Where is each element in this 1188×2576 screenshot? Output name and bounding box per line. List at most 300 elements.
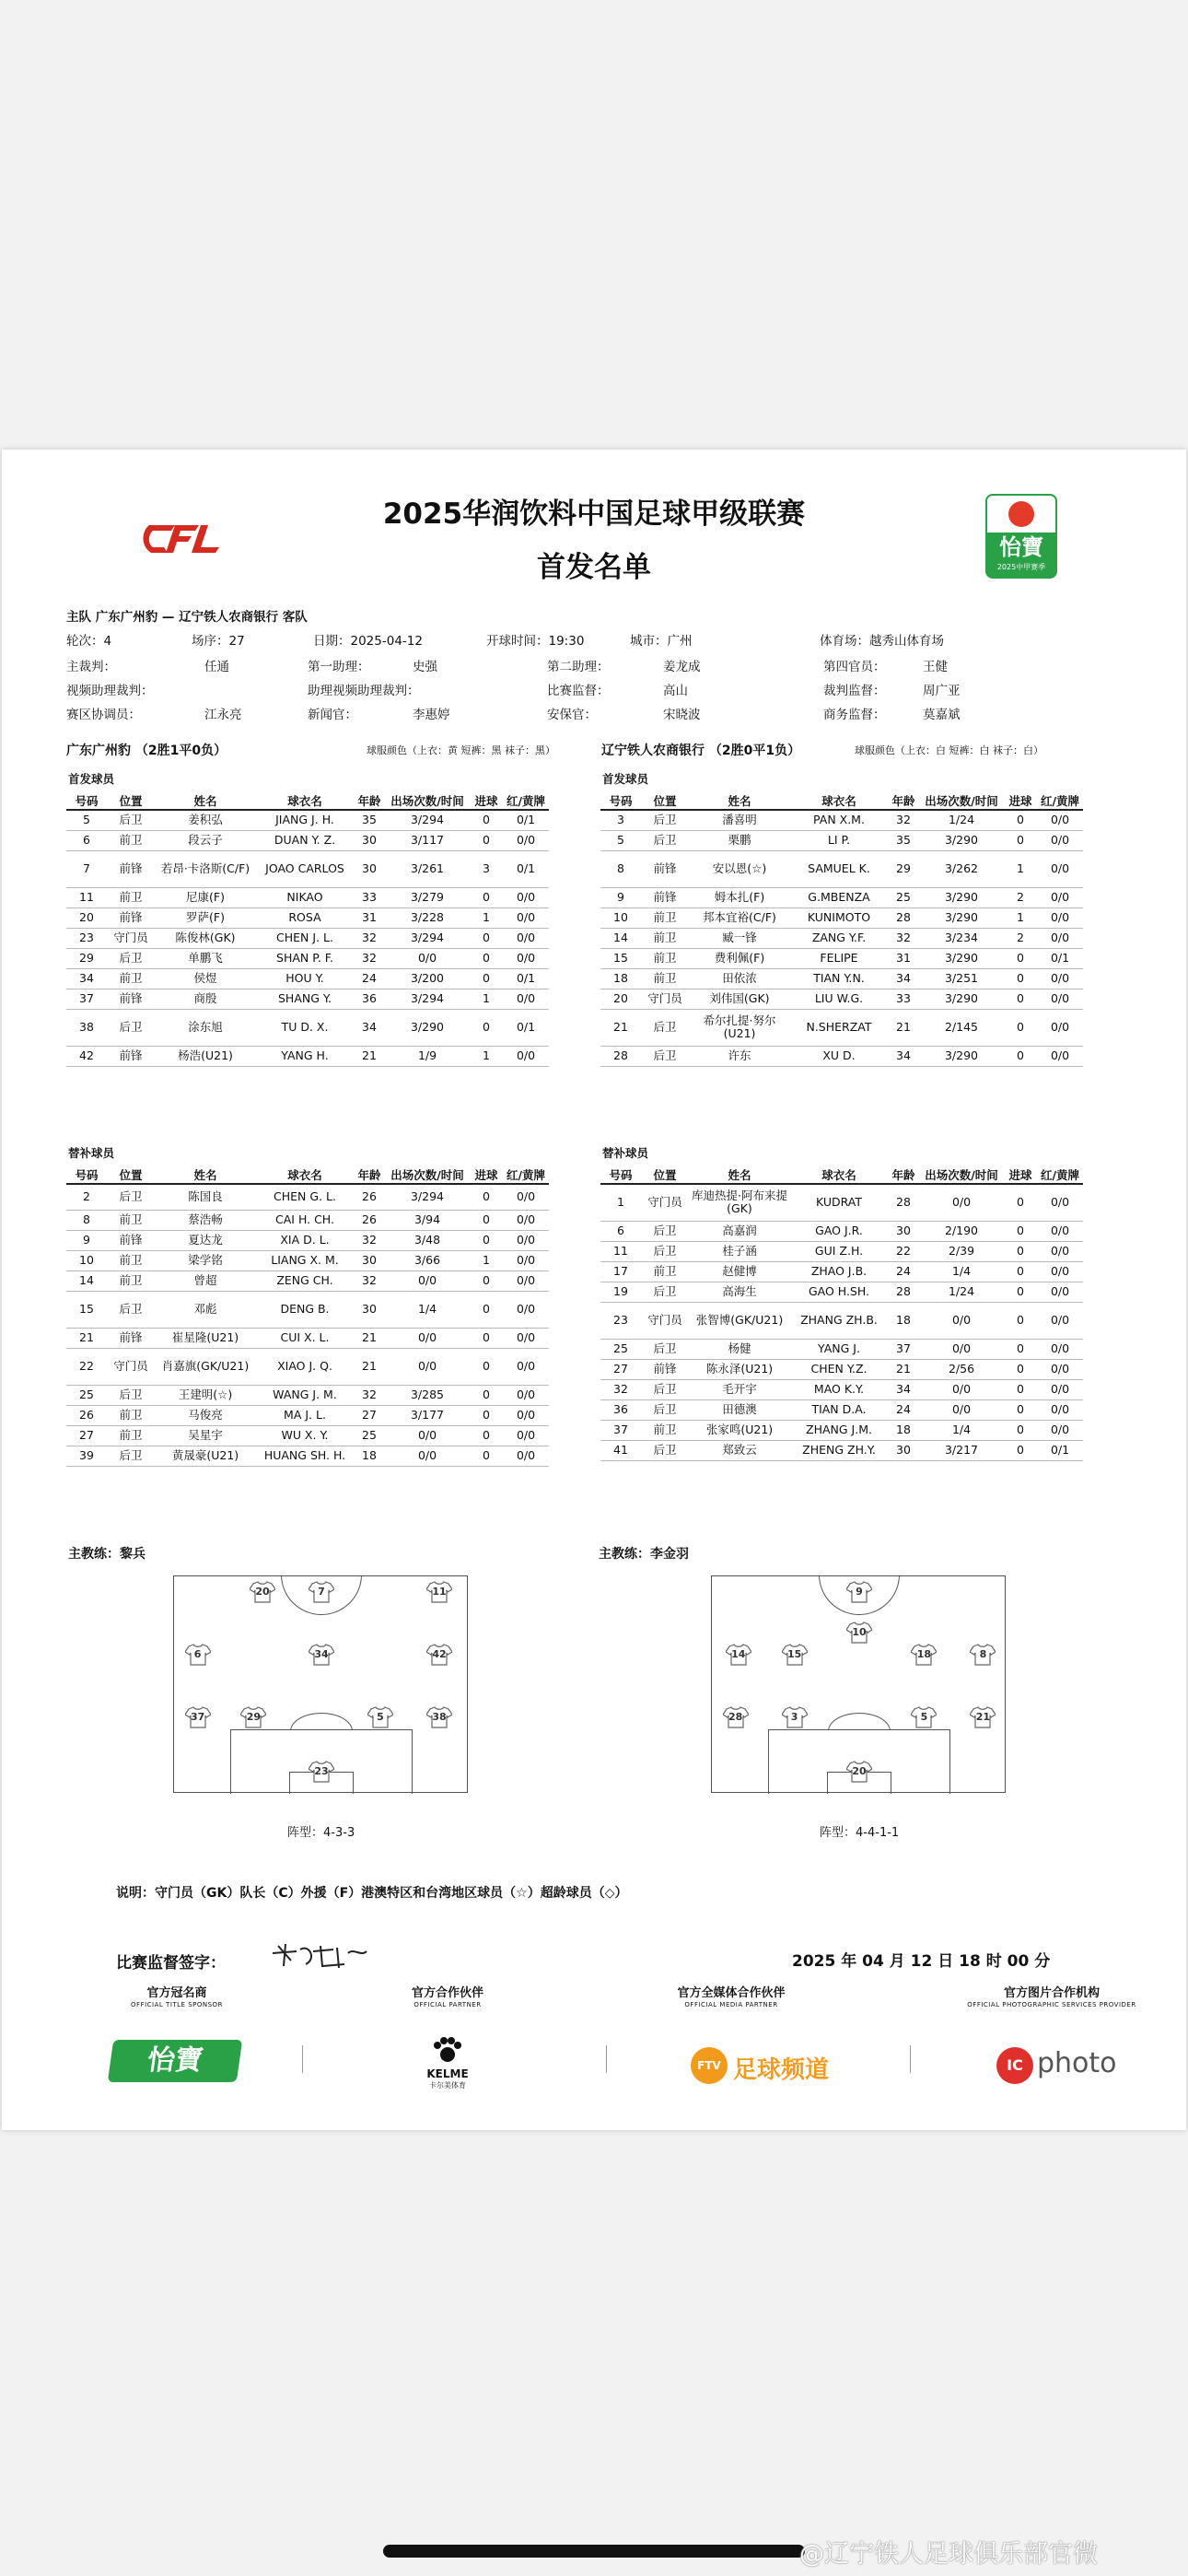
table-row xyxy=(600,1184,1083,1221)
table-cell: DENG B. xyxy=(256,1291,354,1328)
table-cell: 25 xyxy=(354,1425,385,1446)
column-header: 位置 xyxy=(107,1166,155,1184)
table-cell: XIA D. L. xyxy=(256,1230,354,1250)
player-jersey-icon xyxy=(846,1622,872,1644)
table-cell: 0 xyxy=(1004,1302,1037,1339)
table-cell: 0/1 xyxy=(503,968,549,989)
kelme-paw-icon xyxy=(429,2036,466,2064)
official-label: 视频助理裁判： xyxy=(66,684,154,698)
table-cell: 0 xyxy=(1004,1046,1037,1066)
table-cell: 0/0 xyxy=(1037,989,1083,1009)
table-cell: 许东 xyxy=(689,1046,790,1066)
table-cell: 0 xyxy=(1004,1359,1037,1379)
jersey-number: 20 xyxy=(852,1765,867,1778)
table-cell: 0/0 xyxy=(503,1405,549,1425)
official-label: 第四官员： xyxy=(823,660,886,674)
table-cell: 21 xyxy=(66,1328,107,1348)
table-cell: 后卫 xyxy=(641,830,689,850)
table-cell: 前卫 xyxy=(641,968,689,989)
jersey-number: 23 xyxy=(314,1765,329,1778)
table-cell: 0/0 xyxy=(1037,1282,1083,1302)
match-no-info: 场序：27 xyxy=(192,634,245,649)
stadium-info: 体育场：越秀山体育场 xyxy=(820,634,944,649)
table-cell: 田依浓 xyxy=(689,968,790,989)
table-cell: 0/0 xyxy=(503,1291,549,1328)
home-pitch xyxy=(173,1575,468,1793)
table-cell: 0 xyxy=(1004,1379,1037,1399)
column-header: 号码 xyxy=(66,792,107,810)
away-kit-colors: 球服颜色（上衣：白 短裤：白 袜子：白） xyxy=(855,744,1043,756)
table-cell: 24 xyxy=(354,968,385,989)
table-row xyxy=(600,1379,1083,1399)
table-cell: 33 xyxy=(354,887,385,907)
table-cell: 1 xyxy=(1004,850,1037,887)
column-header: 年龄 xyxy=(888,1166,919,1184)
table-cell: 31 xyxy=(888,948,919,968)
table-cell: 罗萨(F) xyxy=(155,907,256,928)
table-cell: 侯煜 xyxy=(155,968,256,989)
table-cell: 3/262 xyxy=(919,850,1004,887)
player-jersey-icon xyxy=(240,1706,266,1728)
table-row xyxy=(600,887,1083,907)
table-cell: 崔星隆(U21) xyxy=(155,1328,256,1348)
official-label: 第一助理： xyxy=(308,660,370,674)
official-label: 主裁判： xyxy=(66,660,116,674)
table-cell: 0 xyxy=(470,1328,503,1348)
table-cell: 0/0 xyxy=(503,1250,549,1270)
table-row xyxy=(600,1339,1083,1359)
table-cell: 0 xyxy=(470,1210,503,1230)
player-jersey-icon xyxy=(185,1706,211,1728)
table-cell: 1 xyxy=(1004,907,1037,928)
table-cell: XU D. xyxy=(790,1046,888,1066)
table-cell: 安以恩(☆) xyxy=(689,850,790,887)
table-cell: 0/0 xyxy=(1037,1302,1083,1339)
table-cell: 29 xyxy=(888,850,919,887)
table-cell: 23 xyxy=(66,928,107,948)
home-indicator[interactable] xyxy=(383,2545,805,2558)
table-row xyxy=(600,830,1083,850)
table-cell: 0/0 xyxy=(1037,1359,1083,1379)
table-cell: 21 xyxy=(354,1328,385,1348)
table-cell: 0/0 xyxy=(503,1385,549,1405)
table-cell: 桂子涵 xyxy=(689,1241,790,1261)
table-row xyxy=(600,1420,1083,1440)
table-cell: 19 xyxy=(600,1282,641,1302)
table-cell: 15 xyxy=(66,1291,107,1328)
table-cell: WU X. Y. xyxy=(256,1425,354,1446)
table-row xyxy=(600,1221,1083,1241)
table-cell: 1/4 xyxy=(919,1420,1004,1440)
table-cell: 0 xyxy=(1004,1282,1037,1302)
player-jersey-icon xyxy=(846,1761,872,1783)
table-cell: 36 xyxy=(600,1399,641,1420)
table-cell: 32 xyxy=(354,1270,385,1291)
table-cell: 3/177 xyxy=(385,1405,470,1425)
lineup-sheet xyxy=(2,450,1186,2130)
table-cell: ZHAO J.B. xyxy=(790,1261,888,1282)
player-jersey-icon xyxy=(309,1581,334,1603)
table-cell: 32 xyxy=(888,810,919,830)
jersey-number: 29 xyxy=(246,1711,262,1724)
table-cell: 3/285 xyxy=(385,1385,470,1405)
table-cell: 32 xyxy=(600,1379,641,1399)
table-cell: 2 xyxy=(66,1184,107,1210)
table-cell: 前锋 xyxy=(107,1046,155,1066)
official-name: 李惠婷 xyxy=(413,708,450,722)
table-cell: 3/66 xyxy=(385,1250,470,1270)
table-cell: 9 xyxy=(600,887,641,907)
table-cell: 3/117 xyxy=(385,830,470,850)
table-cell: 18 xyxy=(888,1302,919,1339)
table-cell: MAO K.Y. xyxy=(790,1379,888,1399)
jersey-number: 15 xyxy=(786,1647,802,1660)
table-cell: 0 xyxy=(470,1425,503,1446)
table-cell: 3 xyxy=(470,850,503,887)
round-info: 轮次：4 xyxy=(66,634,112,649)
table-cell: 32 xyxy=(354,928,385,948)
table-cell: 后卫 xyxy=(107,1385,155,1405)
official-label: 新闻官： xyxy=(308,708,357,722)
table-cell: 若昂·卡洛斯(C/F) xyxy=(155,850,256,887)
table-row xyxy=(66,1446,549,1466)
table-cell: 前卫 xyxy=(107,1250,155,1270)
table-cell: 0 xyxy=(470,1009,503,1046)
table-cell: 28 xyxy=(888,1282,919,1302)
jersey-number: 28 xyxy=(728,1711,743,1724)
table-cell: 梁学铭 xyxy=(155,1250,256,1270)
official-name: 王健 xyxy=(923,660,948,674)
jersey-number: 38 xyxy=(432,1711,447,1724)
table-cell: 0/1 xyxy=(503,810,549,830)
table-cell: 后卫 xyxy=(641,1399,689,1420)
ic-photo-brand: photo xyxy=(1037,2047,1117,2079)
table-cell: 30 xyxy=(888,1440,919,1460)
table-cell: 1/24 xyxy=(919,1282,1004,1302)
away-coach: 主教练：李金羽 xyxy=(599,1547,689,1562)
table-cell: 31 xyxy=(354,907,385,928)
table-cell: 29 xyxy=(66,948,107,968)
column-header: 位置 xyxy=(641,792,689,810)
table-cell: 刘伟国(GK) xyxy=(689,989,790,1009)
table-cell: 0/0 xyxy=(503,1328,549,1348)
table-cell: 0/0 xyxy=(385,948,470,968)
table-cell: TU D. X. xyxy=(256,1009,354,1046)
table-cell: 0/0 xyxy=(503,887,549,907)
table-cell: SHANG Y. xyxy=(256,989,354,1009)
table-row xyxy=(66,1425,549,1446)
player-jersey-icon xyxy=(970,1644,996,1666)
table-row xyxy=(600,1440,1083,1460)
table-cell: 臧一锋 xyxy=(689,928,790,948)
player-jersey-icon xyxy=(723,1706,749,1728)
table-cell: 28 xyxy=(600,1046,641,1066)
table-cell: ZHENG ZH.Y. xyxy=(790,1440,888,1460)
table-row xyxy=(600,968,1083,989)
table-cell: 1/4 xyxy=(919,1261,1004,1282)
table-cell: SHAN P. F. xyxy=(256,948,354,968)
table-cell: 17 xyxy=(600,1261,641,1282)
table-cell: 3/261 xyxy=(385,850,470,887)
player-jersey-icon xyxy=(911,1706,937,1728)
table-cell: 0 xyxy=(1004,1420,1037,1440)
jersey-number: 42 xyxy=(432,1647,447,1660)
table-cell: 0 xyxy=(470,948,503,968)
away-subs-table xyxy=(600,1166,1083,1461)
table-cell: 前卫 xyxy=(641,1420,689,1440)
column-header: 进球 xyxy=(470,792,503,810)
table-cell: 25 xyxy=(888,887,919,907)
table-cell: 0 xyxy=(470,1230,503,1250)
table-cell: FELIPE xyxy=(790,948,888,968)
table-cell: 1 xyxy=(470,1046,503,1066)
official-name: 江永亮 xyxy=(204,708,242,722)
table-cell: 后卫 xyxy=(107,1009,155,1046)
table-cell: 守门员 xyxy=(107,928,155,948)
table-cell: 0 xyxy=(470,1405,503,1425)
table-cell: 5 xyxy=(600,830,641,850)
table-cell: 9 xyxy=(66,1230,107,1250)
table-cell: 张智博(GK/U21) xyxy=(689,1302,790,1339)
table-cell: 前锋 xyxy=(641,1359,689,1379)
table-row xyxy=(66,948,549,968)
table-row xyxy=(66,810,549,830)
table-cell: 35 xyxy=(354,810,385,830)
table-row xyxy=(66,1230,549,1250)
table-cell: 2 xyxy=(1004,928,1037,948)
table-cell: 后卫 xyxy=(641,1241,689,1261)
jersey-number: 5 xyxy=(377,1711,384,1724)
table-cell: 0/0 xyxy=(1037,1241,1083,1261)
table-cell: MA J. L. xyxy=(256,1405,354,1425)
table-cell: 前卫 xyxy=(107,968,155,989)
table-cell: 0/0 xyxy=(385,1446,470,1466)
sponsor-title: 官方冠名商 xyxy=(146,1986,207,2000)
table-cell: 0/0 xyxy=(503,928,549,948)
sponsor-title: 官方全媒体合作伙伴 xyxy=(677,1986,786,2000)
jersey-number: 10 xyxy=(852,1626,867,1639)
table-cell: 7 xyxy=(66,850,107,887)
table-cell: 20 xyxy=(600,989,641,1009)
table-cell: 0/0 xyxy=(503,1270,549,1291)
kelme-brand-cn: 卡尔美体育 xyxy=(429,2081,466,2090)
column-header: 进球 xyxy=(470,1166,503,1184)
table-cell: SAMUEL K. xyxy=(790,850,888,887)
column-header: 年龄 xyxy=(354,1166,385,1184)
table-cell: 3/94 xyxy=(385,1210,470,1230)
table-cell: 0 xyxy=(1004,1261,1037,1282)
table-cell: 0/0 xyxy=(1037,850,1083,887)
table-cell: 28 xyxy=(888,1184,919,1221)
table-cell: 后卫 xyxy=(641,1282,689,1302)
table-cell: 0 xyxy=(1004,1339,1037,1359)
table-cell: 15 xyxy=(600,948,641,968)
table-cell: 高海生 xyxy=(689,1282,790,1302)
table-cell: 守门员 xyxy=(641,1184,689,1221)
table-row xyxy=(66,1385,549,1405)
table-cell: ZHANG ZH.B. xyxy=(790,1302,888,1339)
table-row xyxy=(600,1399,1083,1420)
table-row xyxy=(600,850,1083,887)
table-row xyxy=(66,907,549,928)
kelme-logo xyxy=(411,2036,484,2090)
table-cell: 32 xyxy=(354,1385,385,1405)
table-cell: 1/24 xyxy=(919,810,1004,830)
table-cell: 后卫 xyxy=(641,1339,689,1359)
table-row xyxy=(600,948,1083,968)
column-header: 出场次数/时间 xyxy=(919,792,1004,810)
table-cell: 0 xyxy=(1004,1241,1037,1261)
table-cell: 0 xyxy=(1004,810,1037,830)
yibao-logo: 怡寶 xyxy=(108,2040,242,2082)
column-header: 号码 xyxy=(600,792,641,810)
table-cell: 0 xyxy=(1004,1440,1037,1460)
table-cell: 14 xyxy=(600,928,641,948)
player-jersey-icon xyxy=(250,1581,275,1603)
away-formation: 阵型：4-4-1-1 xyxy=(820,1826,900,1840)
jersey-number: 9 xyxy=(856,1585,863,1598)
table-cell: 0 xyxy=(470,810,503,830)
table-row xyxy=(66,1348,549,1385)
table-row xyxy=(600,1302,1083,1339)
table-cell: 后卫 xyxy=(107,1291,155,1328)
table-cell: 0/0 xyxy=(503,1046,549,1066)
table-cell: 36 xyxy=(354,989,385,1009)
table-cell: 后卫 xyxy=(641,810,689,830)
table-cell: CAI H. CH. xyxy=(256,1210,354,1230)
table-cell: 前锋 xyxy=(641,850,689,887)
player-jersey-icon xyxy=(426,1581,452,1603)
column-header: 号码 xyxy=(66,1166,107,1184)
table-cell: 田德澳 xyxy=(689,1399,790,1420)
table-cell: 8 xyxy=(600,850,641,887)
table-cell: 0 xyxy=(1004,1009,1037,1046)
table-cell: 28 xyxy=(888,907,919,928)
table-cell: 18 xyxy=(888,1420,919,1440)
table-cell: 张家鸣(U21) xyxy=(689,1420,790,1440)
table-cell: 34 xyxy=(888,1046,919,1066)
table-cell: 希尔扎提·努尔(U21) xyxy=(689,1009,790,1046)
table-cell: 前卫 xyxy=(641,928,689,948)
table-cell: WANG J. M. xyxy=(256,1385,354,1405)
column-header: 红/黄牌 xyxy=(1037,1166,1083,1184)
table-cell: 0 xyxy=(470,1348,503,1385)
table-row xyxy=(66,830,549,850)
table-cell: 37 xyxy=(888,1339,919,1359)
table-cell: 肖嘉旗(GK/U21) xyxy=(155,1348,256,1385)
table-cell: 37 xyxy=(66,989,107,1009)
table-cell: 26 xyxy=(354,1210,385,1230)
player-jersey-icon xyxy=(367,1706,393,1728)
table-cell: GAO J.R. xyxy=(790,1221,888,1241)
table-cell: 0/0 xyxy=(1037,968,1083,989)
table-cell: 前卫 xyxy=(641,948,689,968)
signature-label: 比赛监督签字： xyxy=(116,1954,226,1973)
table-cell: 27 xyxy=(66,1425,107,1446)
sponsor-title: 官方合作伙伴 xyxy=(411,1986,483,2000)
table-cell: 1 xyxy=(470,907,503,928)
table-cell: 10 xyxy=(66,1250,107,1270)
table-cell: 0/0 xyxy=(1037,1261,1083,1282)
table-cell: 后卫 xyxy=(107,1446,155,1466)
table-cell: 30 xyxy=(888,1221,919,1241)
jersey-number: 5 xyxy=(920,1711,928,1724)
table-cell: 0/0 xyxy=(385,1425,470,1446)
table-cell: 0/0 xyxy=(919,1184,1004,1221)
player-jersey-icon xyxy=(185,1644,211,1666)
table-cell: LIU W.G. xyxy=(790,989,888,1009)
weibo-watermark: @辽宁铁人足球俱乐部官微 xyxy=(799,2540,1098,2569)
table-cell: KUDRAT xyxy=(790,1184,888,1221)
table-cell: 0/0 xyxy=(503,907,549,928)
column-header: 位置 xyxy=(107,792,155,810)
player-jersey-icon xyxy=(309,1761,334,1783)
table-cell: 39 xyxy=(66,1446,107,1466)
table-cell: 蔡浩畅 xyxy=(155,1210,256,1230)
table-cell: 0 xyxy=(1004,1221,1037,1241)
table-row xyxy=(66,989,549,1009)
table-cell: 姜积弘 xyxy=(155,810,256,830)
table-cell: 0/0 xyxy=(1037,810,1083,830)
table-row xyxy=(66,887,549,907)
table-cell: 34 xyxy=(888,968,919,989)
table-cell: 赵健博 xyxy=(689,1261,790,1282)
table-cell: ZENG CH. xyxy=(256,1270,354,1291)
table-cell: 夏达龙 xyxy=(155,1230,256,1250)
table-cell: 0/1 xyxy=(1037,1440,1083,1460)
table-cell: 0 xyxy=(470,1446,503,1466)
official-label: 安保官： xyxy=(547,708,597,722)
column-header: 球衣名 xyxy=(256,792,354,810)
table-cell: 3/290 xyxy=(919,887,1004,907)
home-subs-label: 替补球员 xyxy=(68,1146,115,1160)
yibao-badge-logo: 怡寶 2025中甲赛季 xyxy=(985,494,1057,579)
sheet-title: 首发名单 xyxy=(537,551,651,584)
table-cell: 3/200 xyxy=(385,968,470,989)
away-subs-label: 替补球员 xyxy=(602,1146,649,1160)
table-cell: 25 xyxy=(600,1339,641,1359)
official-name: 周广亚 xyxy=(923,684,961,698)
table-cell: TIAN Y.N. xyxy=(790,968,888,989)
column-header: 年龄 xyxy=(888,792,919,810)
table-cell: 陈国良 xyxy=(155,1184,256,1210)
kelme-brand: KELME xyxy=(426,2067,469,2080)
table-cell: 11 xyxy=(600,1241,641,1261)
table-cell: N.SHERZAT xyxy=(790,1009,888,1046)
table-cell: 11 xyxy=(66,887,107,907)
sponsor-title: 官方图片合作机构 xyxy=(1003,1986,1100,2000)
table-cell: 2/56 xyxy=(919,1359,1004,1379)
home-formation: 阵型：4-3-3 xyxy=(287,1826,355,1840)
table-cell: 34 xyxy=(354,1009,385,1046)
table-cell: 1 xyxy=(470,1250,503,1270)
table-cell: 前锋 xyxy=(641,887,689,907)
table-cell: 后卫 xyxy=(107,810,155,830)
table-cell: JOAO CARLOS xyxy=(256,850,354,887)
table-cell: 30 xyxy=(354,1250,385,1270)
official-label: 裁判监督： xyxy=(823,684,886,698)
player-jersey-icon xyxy=(970,1706,996,1728)
table-cell: 0/0 xyxy=(503,948,549,968)
column-header: 年龄 xyxy=(354,792,385,810)
column-header: 出场次数/时间 xyxy=(385,1166,470,1184)
column-header: 姓名 xyxy=(155,1166,256,1184)
table-cell: YANG H. xyxy=(256,1046,354,1066)
table-cell: 0 xyxy=(470,1184,503,1210)
signature-image xyxy=(269,1940,370,1970)
away-starters-table xyxy=(600,792,1083,1067)
table-cell: 3/290 xyxy=(919,948,1004,968)
